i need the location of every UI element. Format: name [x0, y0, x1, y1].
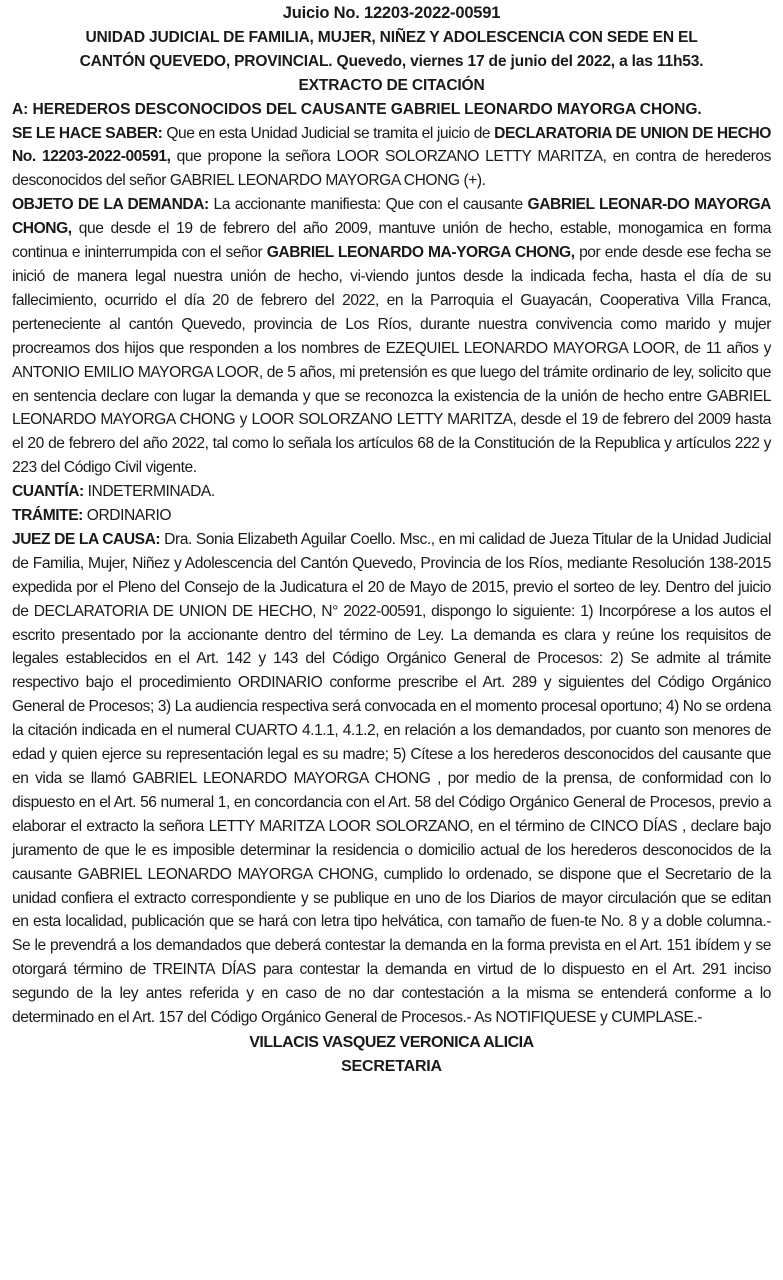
text: que propone la señora LOOR SOLORZANO LETTY MARITZA, en contra de herederos desconocidos del señor GABRIEL LEONARDO MAYORGA CHONG (+).	[12, 148, 771, 190]
paragraph-juez	[12, 528, 771, 1030]
paragraph-tramite	[12, 504, 771, 528]
cuantia-value: INDETERMINADA.	[83, 483, 215, 501]
case-reference: DECLARATORIA DE UNION DE HECHO No. 12203-2022-00591,	[12, 124, 771, 166]
label-juez: JUEZ DE LA CAUSA:	[12, 530, 161, 548]
legal-notice	[12, 2, 771, 1079]
label-se-le-hace-saber: SE LE HACE SABER:	[12, 124, 163, 142]
text: La accionante manifiesta: Que con el causante	[208, 196, 528, 214]
bold-name: GABRIEL LEONAR-DO MAYORGA CHONG,	[12, 196, 771, 238]
paragraph-se-le-hace-saber	[12, 122, 771, 194]
label-objeto-demanda: OBJETO DE LA DEMANDA:	[12, 196, 209, 214]
paragraph-cuantia	[12, 480, 771, 504]
paragraph-objeto-demanda	[12, 193, 771, 480]
signature-role: SECRETARIA	[341, 1057, 442, 1075]
text: Que en esta Unidad Judicial se tramita el juicio de	[162, 124, 495, 142]
addressee: A: HEREDEROS DESCONOCIDOS DEL CAUSANTE GABRIEL LEONARDO MAYORGA CHONG.	[12, 100, 702, 118]
case-number: Juicio No. 12203-2022-00591	[282, 4, 501, 22]
text: por ende desde ese fecha se inició de manera legal nuestra unión de hecho, vi-viendo juntos desde la indicada fecha, hasta el día de su fallecimiento, ocurrido el día 20 de febrero del 2022, en la Parroquia el Guayacán, Cooperativa Villa Franca, perteneciente al cantón Quevedo, provincia de Los Ríos, durante nuestra convivencia como marido y mujer procreamos dos hijos que responden a los nombres de EZEQUIEL LEONARDO MAYORGA LOOR, de 11 años y ANTONIO EMILIO MAYORGA LOOR, de 5 años, mi pretensión es que luego del trámite ordinario de ley, solicito que en sentencia declare con lugar la demanda y que se reconozca la existencia de la unión de hecho entre GABRIEL LEONARDO MAYORGA CHONG y LOOR SOLORZANO LETTY MARITZA, desde el 19 de febrero del 2009 hasta el 20 de febrero del año 2022, tal como lo señala los artículos 68 de la Constitución de la Republica y artículos 222 y 223 del Código Civil vigente.	[12, 244, 772, 477]
court-name-line2: CANTÓN QUEVEDO, PROVINCIAL. Quevedo, viernes 17 de junio del 2022, a las 11h53.	[79, 52, 704, 70]
signature-name: VILLACIS VASQUEZ VERONICA ALICIA	[249, 1033, 534, 1051]
text: Dra. Sonia Elizabeth Aguilar Coello. Msc., en mi calidad de Jueza Titular de la Unidad Judicial de Familia, Mujer, Niñez y Adolescencia del Cantón Quevedo, Provincia de los Ríos, mediante Resolución 138-2015 expedida por el Pleno del Consejo de la Judicatura el 20 de Mayo de 2015, previo el sorteo de ley. Dentro del juicio de DECLARATORIA DE UNION DE HECHO, N° 2022-00591, dispongo lo siguiente: 1) Incorpórese a los autos el escrito presentado por la accionante dentro del término de Ley. La demanda es clara y reúne los requisitos de legales establecidos en el Art. 142 y 143 del Código Orgánico General de Procesos: 2) Se admite al trámite respectivo bajo el procedimiento ORDINARIO conforme prescribe el Art. 289 y siguientes del Código Orgánico General de Procesos; 3) La audiencia respectiva será convocada en el momento procesal oportuno; 4) No se ordena la citación indicada en el numeral CUARTO 4.1.1, 4.1.2, en relación a los demandados, por cuanto son menores de edad y quien ejerce su representación legal es su madre; 5) Cítese a los herederos desconocidos del causante que en vida se llamó GABRIEL LEONARDO MAYORGA CHONG , por medio de la prensa, de conformidad con lo dispuesto en el Art. 56 numeral 1, en concordancia con el Art. 58 del Código Orgánico General de Procesos, previo a elaborar el extracto la señora LETTY MARITZA LOOR SOLORZANO, en el término de CINCO DÍAS , declare bajo juramento de que le es imposible determinar la residencia o domicilio actual de los herederos desconocidos de la causante GABRIEL LEONARDO MAYORGA CHONG, cumplido lo ordenado, se dispone que el Secretario de la unidad confiera el extracto correspondiente y se publique en uno de los Diarios de mayor circulación que se editan en esta localidad, publicación que se hará con letra tipo helvática, con tamaño de fuen-te No. 8 y a doble columna.- Se le prevendrá a los demandados que deberá contestar la demanda en la forma prevista en el Art. 151 ibídem y se otorgará término de TREINTA DÍAS para contestar la demanda en virtud de lo dispuesto en el Art. 291 inciso segundo de la ley antes referida y en caso de no dar contestación a la misma se entenderá conforme a lo determinado en el Art. 157 del Código Orgánico General de Procesos.- As NOTIFIQUESE y CUMPLASE.-	[12, 530, 771, 1027]
court-name-line1: UNIDAD JUDICIAL DE FAMILIA, MUJER, NIÑEZ Y ADOLESCENCIA CON SEDE EN EL	[85, 28, 698, 46]
text: que desde el 19 de febrero del año 2009, mantuve unión de hecho, estable, monogamica en forma continua e ininterrumpida con el señor	[12, 220, 771, 262]
label-cuantia: CUANTÍA:	[12, 483, 84, 501]
document-type: EXTRACTO DE CITACIÓN	[298, 76, 485, 94]
tramite-value: ORDINARIO	[82, 507, 172, 525]
bold-name: GABRIEL LEONARDO MA-YORGA CHONG,	[266, 244, 575, 262]
label-tramite: TRÁMITE:	[12, 507, 83, 525]
